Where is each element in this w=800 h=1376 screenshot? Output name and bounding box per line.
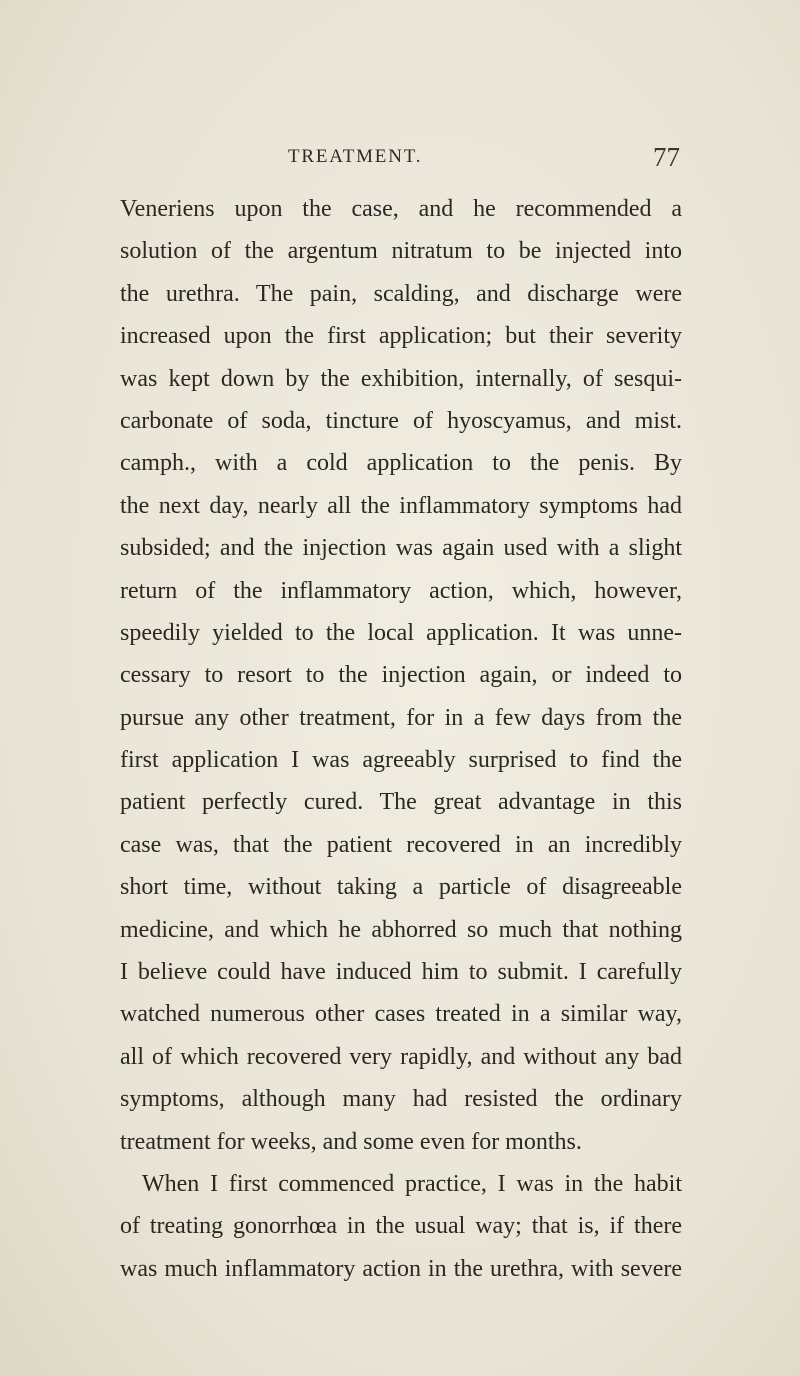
running-head bbox=[120, 142, 680, 176]
text-line: medicine, and which he abhorred so much that nothing bbox=[120, 916, 682, 943]
text-line: the next day, nearly all the inflammatory symptoms had bbox=[120, 492, 682, 519]
text-line: patient perfectly cured. The great advantage in this bbox=[120, 789, 682, 816]
text-line-paragraph-start: When I first commenced practice, I was in the habit bbox=[142, 1170, 682, 1197]
text-line: watched numerous other cases treated in a similar way, bbox=[120, 1001, 682, 1028]
text-line: first application I was agreeably surprised to find the bbox=[120, 747, 682, 774]
text-line: camph., with a cold application to the penis. By bbox=[120, 450, 682, 477]
text-line: increased upon the first application; but their severity bbox=[120, 323, 682, 350]
text-line: cessary to resort to the injection again, or indeed to bbox=[120, 662, 682, 689]
text-line: of treating gonorrhœa in the usual way; that is, if there bbox=[120, 1213, 682, 1240]
text-line: the urethra. The pain, scalding, and discharge were bbox=[120, 280, 682, 307]
text-line: I believe could have induced him to submit. I carefully bbox=[120, 959, 682, 986]
text-line: symptoms, although many had resisted the ordinary bbox=[120, 1086, 682, 1113]
text-line: return of the inflammatory action, which, however, bbox=[120, 577, 682, 604]
text-line: pursue any other treatment, for in a few days from the bbox=[120, 704, 682, 731]
text-line: all of which recovered very rapidly, and without any bad bbox=[120, 1043, 682, 1070]
text-line-paragraph-end: treatment for weeks, and some even for months. bbox=[120, 1128, 582, 1155]
text-line: short time, without taking a particle of disagreeable bbox=[120, 874, 682, 901]
text-line: Veneriens upon the case, and he recommended a bbox=[120, 196, 682, 222]
body-text bbox=[120, 188, 682, 1290]
text-line: speedily yielded to the local application. It was unne- bbox=[120, 619, 682, 646]
text-line: was kept down by the exhibition, internally, of sesqui- bbox=[120, 365, 682, 392]
running-head-title: TREATMENT. bbox=[288, 146, 423, 167]
text-line: was much inflammatory action in the urethra, with severe bbox=[120, 1255, 682, 1282]
text-line: carbonate of soda, tincture of hyoscyamus, and mist. bbox=[120, 407, 682, 434]
text-line: solution of the argentum nitratum to be injected into bbox=[120, 238, 682, 265]
text-line: subsided; and the injection was again used with a slight bbox=[120, 535, 682, 562]
text-line: case was, that the patient recovered in an incredibly bbox=[120, 831, 682, 858]
page-number: 77 bbox=[653, 142, 680, 172]
